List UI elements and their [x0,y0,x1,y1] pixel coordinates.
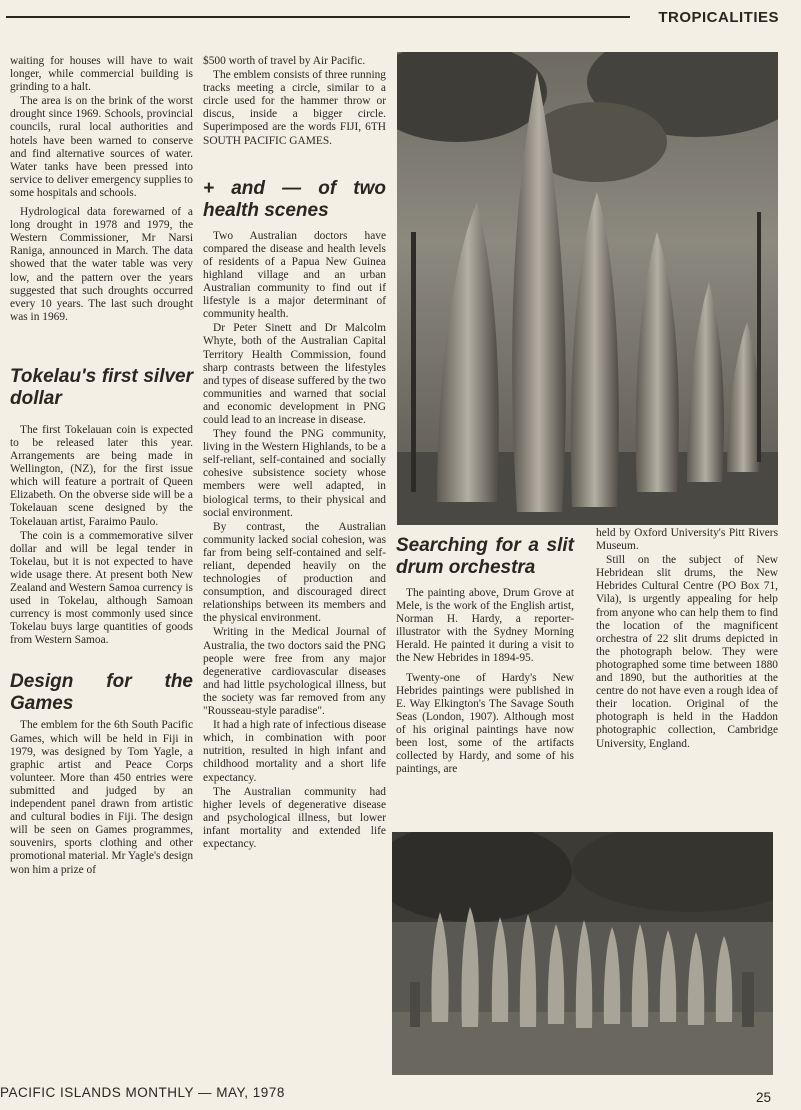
section-title: TROPICALITIES [658,9,779,26]
paragraph: The area is on the brink of the worst drought since 1969. Schools, provincial councils, rural local authorities and hotels have been warned to conserve and find alternative sources of water. Water tanks have been pressed into service to deliver emergency supplies to some hospitals and schools. [10,95,193,199]
column-4 [596,527,778,751]
health-heading: + and — of two health scenes [203,177,386,221]
paragraph: The first Tokelauan coin is expected to be released later this year. Arrangements are being made in Wellington, (NZ), for the first issue which will feature a portrait of Queen Elizabeth. On the obverse side will be a Tokelauan scene designed by the Tokelauan artist, Faraimo Paulo. [10,423,193,528]
design-heading: Design for the Games [10,671,193,715]
paragraph: The painting above, Drum Grove at Mele, is the work of the English artist, Norman H. Hardy, a reporter-illustrator with the Sydney Morning Herald. He painted it during a visit to the New Hebrides in 1894-95. [396,587,574,665]
tokelau-heading: Tokelau's first silver dollar [10,365,193,409]
paragraph: Dr Peter Sinett and Dr Malcolm Whyte, both of the Australian Capital Territory Health Commission, found sharp contrasts between the lifestyles and types of disease suffered by the two communities and warned that social and economic development in PNG could lead to an increase in disease. [203,322,386,426]
paragraph: $500 worth of travel by Air Pacific. [203,55,366,67]
paragraph: The coin is a commemorative silver dollar and will be legal tender in Tokelau, but it is not expected to have wide usage there. At present both New Zealand and Western Samoa currency is used in Tokelau, although Samoan currency is most commonly used since Tokelau buys large quantities of goods from Western Samoa. [10,529,193,647]
paragraph: Twenty-one of Hardy's New Hebrides paintings were published in E. Way Elkington's The Savage South Seas (London, 1907). Although most of his original paintings have now been lost, some of the artifacts collected by Hardy, and some of his paintings, are [396,671,574,776]
slit-drum-heading: Searching for a slit drum orchestra [396,535,574,578]
paragraph: The emblem for the 6th South Pacific Games, which will be held in Fiji in 1979, was designed by Tom Yagle, a graphic artist and Peace Corps volunteer. More than 450 entries were submitted and judged by an independent panel drawn from artistic and cultural bodies in Fiji. The design will be seen on Games programmes, souvenirs, sports clothing and other promotional material. Mr Yagle's design won him a prize of [10,719,194,876]
paragraph: It had a high rate of infectious disease which, in combination with poor nutrition, resulted in high infant and childhood mortality and a short life expectancy. [203,719,387,784]
paragraph: They found the PNG community, living in the Western Highlands, to be a self-reliant, self-contained and socially cohesive subsistence society whose members were well adapted, in biological terms, to their physical and social environment. [203,428,386,519]
header-rule [6,16,630,18]
column-3 [396,535,574,776]
paragraph: The emblem consists of three running tracks meeting a circle, similar to a circle used for the hammer throw or discus, inside a bigger circle. Superimposed are the words FIJI, 6TH SOUTH PACIFIC GAMES. [203,69,386,147]
slit-drum-photograph [392,832,773,1075]
page-number: 25 [755,1090,771,1105]
column-1 [10,55,193,877]
drum-grove-painting [397,52,778,525]
footer-publication: PACIFIC ISLANDS MONTHLY — MAY, 1978 [0,1085,285,1100]
paragraph: waiting for houses will have to wait longer, while commercial building is grinding to a halt. [10,55,193,94]
paragraph: Hydrological data forewarned of a long drought in 1978 and 1979, the Western Commissioner, Mr Narsi Raniga, announced in March. The data showed that the water table was very low, and the pattern over the years suggested that such droughts occurred every 10 years. The last such drought was in 1969. [10,206,193,323]
paragraph: The Australian community had higher levels of degenerative disease and psychological illness, but lower infant mortality and extended life expectancy. [203,785,386,850]
paragraph: Still on the subject of New Hebridean slit drums, the New Hebrides Cultural Centre (PO Box 71, Vila), is urgently appealing for help from anyone who can help them to find the location of the magnificent orchestra of 22 slit drums depicted in the photograph below. They were photographed some time between 1880 and 1890, but the authorities at the centre do not have even a rough idea of their location. Original of the photograph is held in the Haddon photographic collection, Cambridge University, England. [596,554,778,750]
column-2 [203,55,386,851]
paragraph: By contrast, the Australian community lacked social cohesion, was far from being self-contained and self-reliant, depended heavily on the technologies of production and consumption, and discouraged direct relationships between its members and the physical environment. [203,520,386,625]
paragraph: Two Australian doctors have compared the disease and health levels of residents of a Papua New Guinea highland village and an urban Australian community to find out if lifestyle is a major determinant of community health. [203,229,386,321]
paragraph: Writing in the Medical Journal of Australia, the two doctors said the PNG people were free from any major degenerative cardiovascular diseases and had little psychological illness, but the society was far removed from any "Rousseau-style paradise". [203,626,386,718]
paragraph: held by Oxford University's Pitt Rivers Museum. [596,527,778,553]
